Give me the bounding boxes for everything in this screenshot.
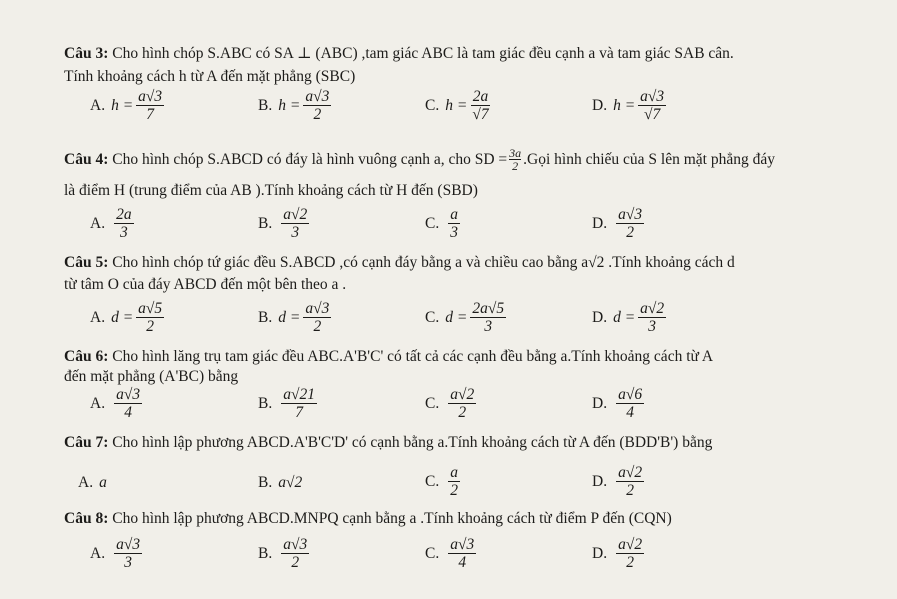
q7-option-a[interactable]: A. a [78, 474, 107, 491]
q3-option-a[interactable]: A. h = $\frac{a√3}{7}$ [90, 88, 163, 123]
q4-number: Câu 4: [64, 150, 109, 168]
q5-option-c[interactable]: C. d = $\frac{2a√5}{3}$ [425, 300, 505, 335]
q7-option-b[interactable]: B. a√2 [258, 474, 303, 491]
q5-option-d[interactable]: D. d = $\frac{a√2}{3}$ [592, 300, 665, 335]
q7-number: Câu 7: [64, 434, 109, 451]
fraction: $\frac{a√5}{2}$ [138, 300, 163, 335]
fraction: $\frac{a√3}{3}$ [116, 536, 141, 571]
q6-option-c[interactable]: C. $\frac{a√2}{2}$ [425, 386, 475, 421]
sd-fraction: $\frac{3a}{2}$ [509, 146, 522, 173]
fraction: $\frac{a√3}{2}$ [618, 206, 643, 241]
fraction: $\frac{a√3}{4}$ [450, 536, 475, 571]
q6-stem-line2: đến mặt phẳng (A'BC) bằng [64, 368, 239, 385]
q6-option-a[interactable]: A. $\frac{a√3}{4}$ [90, 386, 141, 421]
q4-text-a: Cho hình chóp S.ABCD có đáy là hình vuông cạnh a, cho SD = [112, 150, 508, 168]
q6-stem [64, 348, 713, 366]
q8-text: Cho hình lập phương ABCD.MNPQ cạnh bằng a .Tính khoảng cách từ điểm P đến (CQN) [112, 510, 672, 527]
q7-option-c[interactable]: C. $\frac{a}{2}$ [425, 464, 458, 499]
fraction: $\frac{2a}{3}$ [116, 206, 132, 241]
fraction: $\frac{a}{3}$ [450, 206, 458, 241]
fraction: $\frac{a√2}{2}$ [450, 386, 475, 421]
q4-option-a[interactable]: A. $\frac{2a}{3}$ [90, 206, 132, 241]
fraction: $\frac{a√6}{4}$ [618, 386, 643, 421]
fraction: $\frac{a√2}{3}$ [283, 206, 308, 241]
q5-option-a[interactable]: A. d = $\frac{a√5}{2}$ [90, 300, 163, 335]
fraction: $\frac{a√2}{2}$ [618, 464, 643, 499]
fraction: $\frac{a√3}{2}$ [305, 300, 330, 335]
q3-stem-line2: Tính khoảng cách h từ A đến mặt phẳng (SBC) [64, 68, 356, 85]
q3-number: Câu 3: [64, 45, 109, 62]
fraction: $\frac{a√3}{4}$ [116, 386, 141, 421]
fraction: $\frac{a√21}{7}$ [283, 386, 315, 421]
q7-stem [64, 434, 712, 452]
q8-option-d[interactable]: D. $\frac{a√2}{2}$ [592, 536, 643, 571]
q6-text: Cho hình lăng trụ tam giác đều ABC.A'B'C' có tất cả các cạnh đều bằng a.Tính khoảng cách từ A [112, 348, 714, 365]
q8-option-c[interactable]: C. $\frac{a√3}{4}$ [425, 536, 475, 571]
q4-stem-line2: là điểm H (trung điểm của AB ).Tính khoảng cách từ H đến (SBD) [64, 182, 478, 199]
q3-option-d[interactable]: D. h = $\frac{a√3}{√7}$ [592, 88, 665, 123]
q8-stem [64, 510, 672, 528]
fraction: $\frac{a√3}{2}$ [283, 536, 308, 571]
q8-number: Câu 8: [64, 510, 109, 527]
q3-text: Cho hình chóp S.ABC có SA ⊥ (ABC) ,tam giác ABC là tam giác đều cạnh a và tam giác SAB cân. [112, 45, 734, 62]
q4-text-b: .Gọi hình chiếu của S lên mặt phẳng đáy [523, 150, 775, 168]
fraction: $\frac{a√2}{3}$ [640, 300, 665, 335]
fraction: $\frac{a√3}{2}$ [305, 88, 330, 123]
fraction: $\frac{a√2}{2}$ [618, 536, 643, 571]
fraction: $\frac{2a√5}{3}$ [472, 300, 505, 335]
q7-option-d[interactable]: D. $\frac{a√2}{2}$ [592, 464, 643, 499]
q5-stem [64, 254, 735, 272]
q6-number: Câu 6: [64, 348, 109, 365]
q4-option-b[interactable]: B. $\frac{a√2}{3}$ [258, 206, 308, 241]
q5-option-b[interactable]: B. d = $\frac{a√3}{2}$ [258, 300, 330, 335]
fraction: $\frac{a}{2}$ [450, 464, 458, 499]
q3-option-b[interactable]: B. h = $\frac{a√3}{2}$ [258, 88, 330, 123]
q5-text: Cho hình chóp tứ giác đều S.ABCD ,có cạnh đáy bằng a và chiều cao bằng a√2 .Tính khoảng cách d [112, 254, 735, 271]
q4-stem [64, 147, 775, 172]
fraction: $\frac{a√3}{7}$ [138, 88, 163, 123]
q6-option-b[interactable]: B. $\frac{a√21}{7}$ [258, 386, 315, 421]
q5-stem-line2: từ tâm O của đáy ABCD đến một bên theo a . [64, 276, 347, 293]
q3-option-c[interactable]: C. h = $\frac{2a}{√7}$ [425, 88, 489, 123]
q3-stem [64, 44, 734, 63]
q4-option-c[interactable]: C. $\frac{a}{3}$ [425, 206, 458, 241]
q8-option-b[interactable]: B. $\frac{a√3}{2}$ [258, 536, 308, 571]
q4-option-d[interactable]: D. $\frac{a√3}{2}$ [592, 206, 643, 241]
q5-number: Câu 5: [64, 254, 109, 271]
q6-option-d[interactable]: D. $\frac{a√6}{4}$ [592, 386, 643, 421]
q8-option-a[interactable]: A. $\frac{a√3}{3}$ [90, 536, 141, 571]
fraction: $\frac{a√3}{√7}$ [640, 88, 665, 123]
q7-text: Cho hình lập phương ABCD.A'B'C'D' có cạnh bằng a.Tính khoảng cách từ A đến (BDD'B') bằng [112, 434, 713, 451]
fraction: $\frac{2a}{√7}$ [472, 88, 489, 123]
